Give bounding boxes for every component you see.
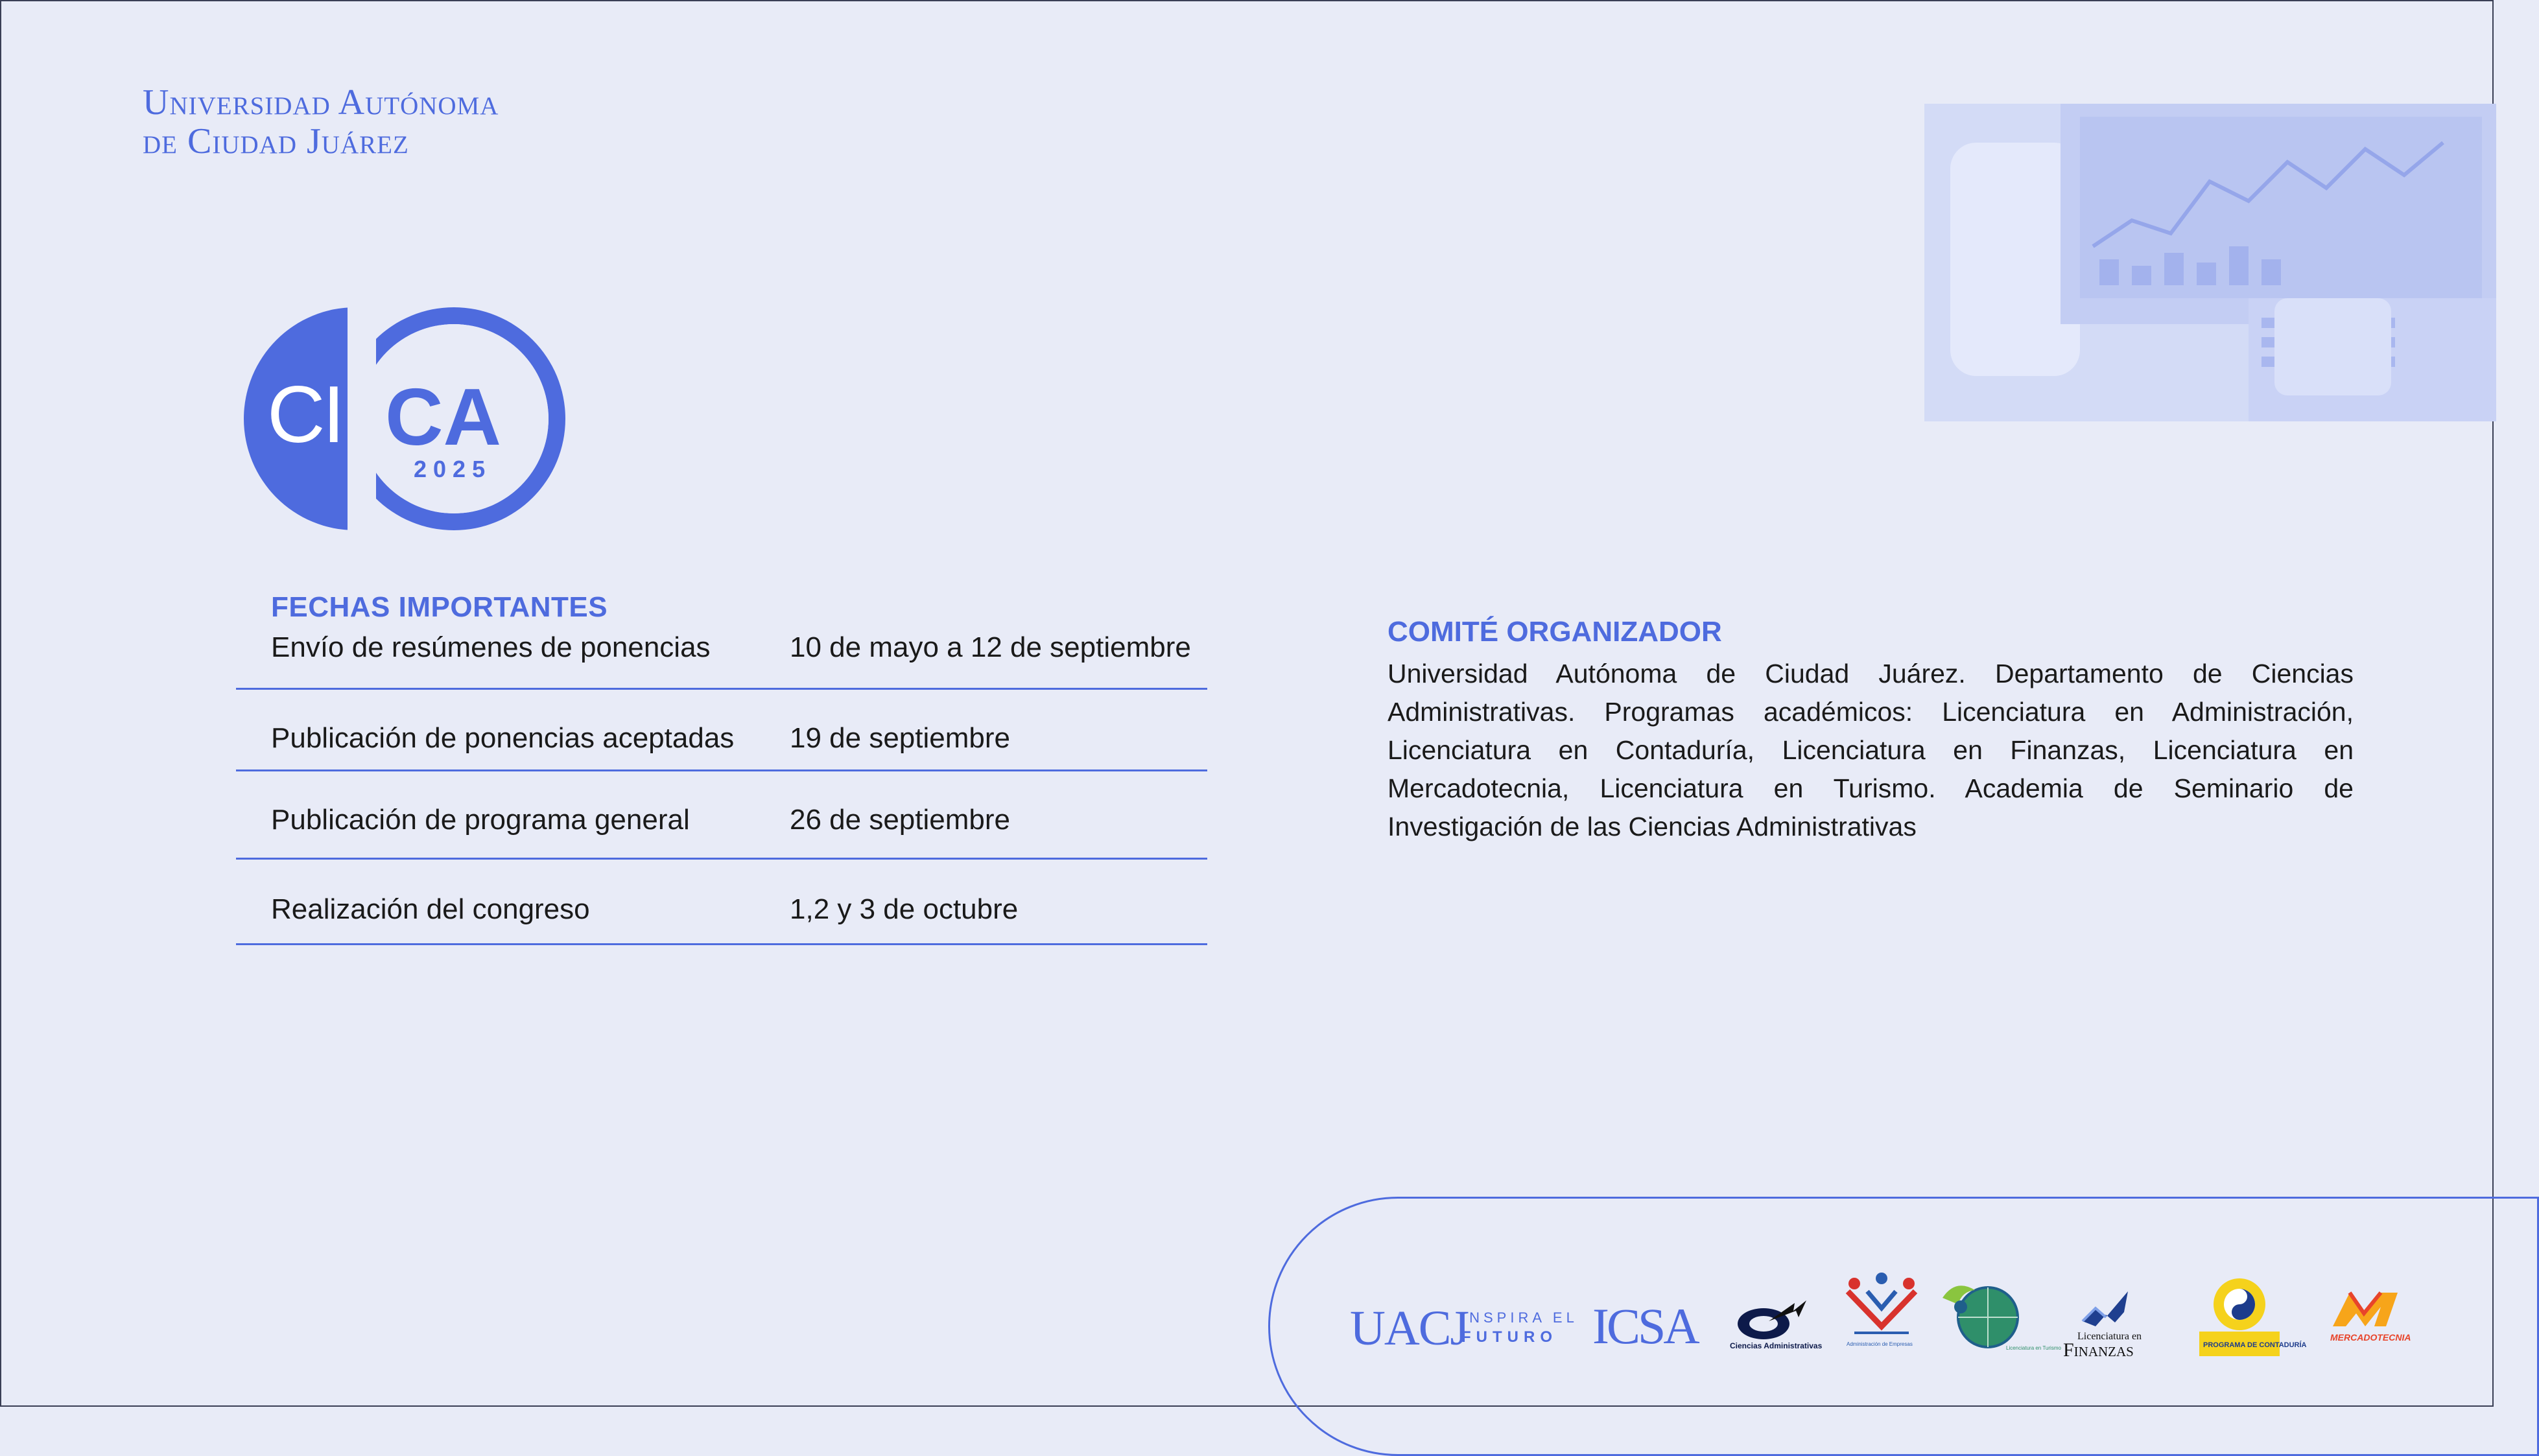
uacj-wordmark: UACJ	[1350, 1301, 1469, 1356]
table-row	[236, 771, 1207, 860]
icsa-logo	[1592, 1299, 1703, 1357]
logo-year: 2025	[414, 456, 492, 482]
fechas-table	[236, 617, 1207, 945]
empresas-logo	[1841, 1272, 1926, 1352]
uacj-logo	[1350, 1299, 1578, 1361]
turismo-logo	[1930, 1272, 2061, 1359]
logo-text-ci: CI	[267, 370, 342, 460]
institution-line-1: Universidad Autónoma	[143, 82, 499, 123]
date-cell: 1,2 y 3 de octubre	[790, 893, 1019, 925]
event-cell: Realización del congreso	[271, 893, 590, 925]
event-cell: Publicación de ponencias aceptadas	[271, 722, 735, 754]
date-cell: 26 de septiembre	[790, 804, 1010, 836]
contaduria-label: PROGRAMA DE CONTADURÍA	[2203, 1341, 2307, 1349]
header-photo-pill	[1924, 104, 2496, 421]
institution-name	[143, 83, 499, 161]
mercadotecnia-logo	[2326, 1287, 2421, 1347]
cica-logo	[244, 307, 565, 530]
table-row	[236, 860, 1207, 945]
fechas-title: FECHAS IMPORTANTES	[271, 591, 608, 623]
finanzas-label: Finanzas	[2063, 1339, 2134, 1361]
date-cell: 19 de septiembre	[790, 722, 1010, 754]
finanzas-top: Licenciatura en	[2077, 1331, 2142, 1342]
institution-line-2: de Ciudad Juárez	[143, 121, 409, 161]
logo-text-ca: CA	[385, 373, 502, 462]
comite-text: Universidad Autónoma de Ciudad Juárez. Departamento de Ciencias Administrativas. Programas académicos: Licenciatura en Administración, Licenciatura en Contaduría, Licenciatura en Finanzas, Licenciatura en Mercadotecnia, Licenciatura en Turismo. Academia de Seminario de Investigación de las Ciencias Administrativas	[1388, 659, 2354, 841]
finanzas-logo	[2063, 1289, 2167, 1361]
turismo-label: Licenciatura en Turismo	[2006, 1345, 2061, 1351]
comite-title: COMITÉ ORGANIZADOR	[1388, 616, 1722, 648]
icsa-wordmark: ICSA	[1592, 1298, 1697, 1354]
uacj-tagline-1: INSPIRA EL	[1461, 1309, 1578, 1326]
empresas-label: Administración de Empresas	[1847, 1341, 1913, 1347]
table-row	[236, 617, 1207, 690]
table-row	[236, 690, 1207, 771]
mercadotecnia-label: MERCADOTECNIA	[2330, 1332, 2411, 1343]
contaduria-logo	[2197, 1272, 2307, 1359]
ciencias-administrativas-logo	[1730, 1295, 1823, 1354]
date-cell: 10 de mayo a 12 de septiembre	[790, 631, 1191, 663]
event-cell: Envío de resúmenes de ponencias	[271, 631, 711, 663]
event-cell: Publicación de programa general	[271, 804, 690, 836]
ciencias-label: Ciencias Administrativas	[1730, 1341, 1823, 1350]
uacj-tagline-2: FUTURO	[1461, 1328, 1557, 1346]
